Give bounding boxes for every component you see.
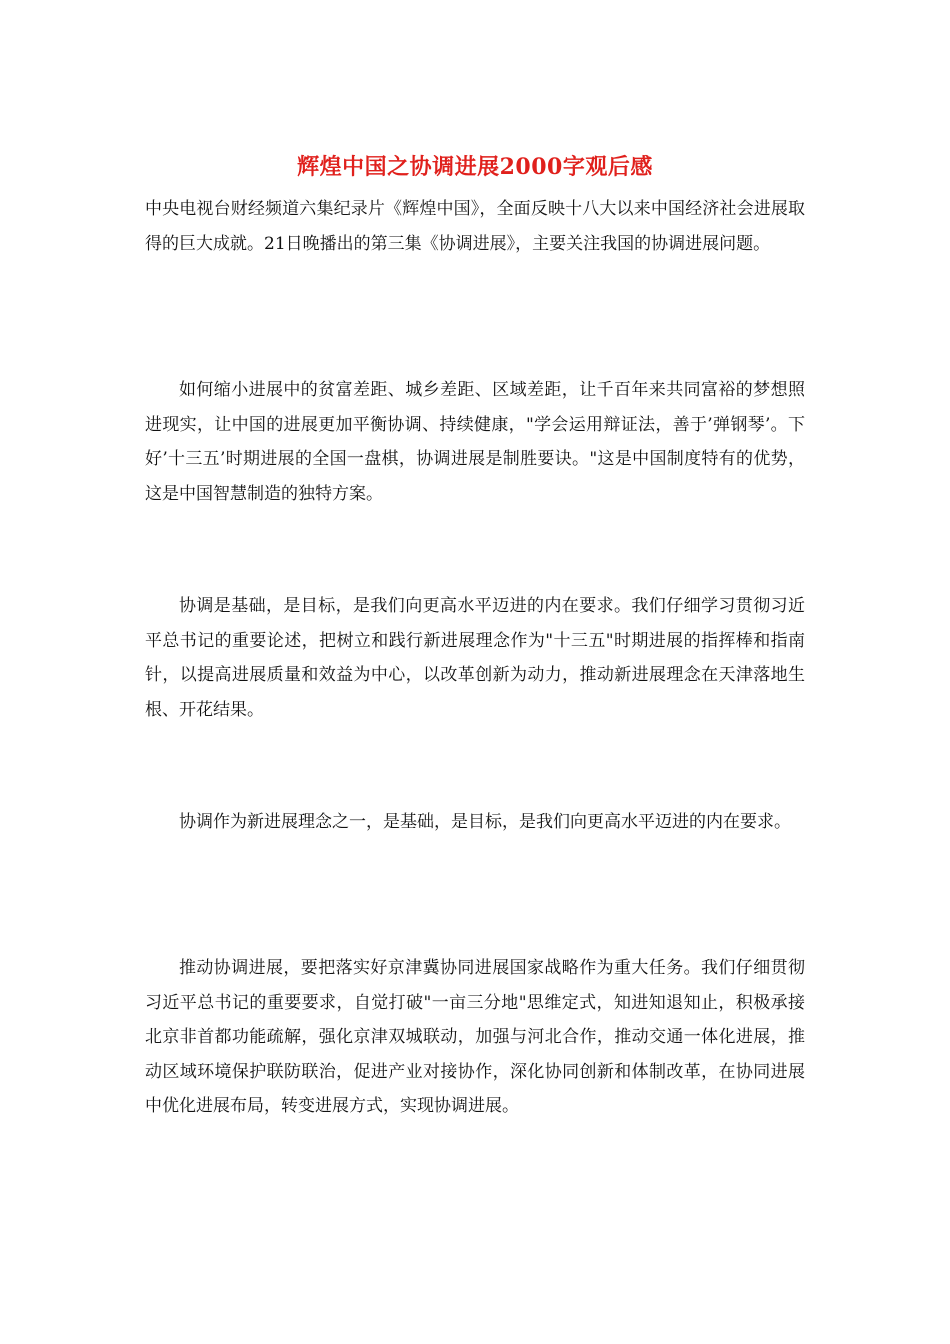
paragraph-2: 如何缩小进展中的贫富差距、城乡差距、区域差距，让千百年来共同富裕的梦想照进现实，让中国的进展更加平衡协调、持续健康，"学会运用辩证法，善于’弹钢琴’。下好’十三五’时期进展的全国一盘棋，协调进展是制胜要诀。"这是中国制度特有的优势，这是中国智慧制造的独特方案。 [145, 380, 805, 504]
document-title: 辉煌中国之协调进展2000字观后感 [297, 154, 653, 180]
paragraph-3: 协调是基础，是目标，是我们向更高水平迈进的内在要求。我们仔细学习贯彻习近平总书记的重要论述，把树立和践行新进展理念作为"十三五"时期进展的指挥棒和指南针，以提高进展质量和效益为中心，以改革创新为动力，推动新进展理念在天津落地生根、开花结果。 [145, 596, 805, 720]
paragraph-5: 推动协调进展，要把落实好京津冀协同进展国家战略作为重大任务。我们仔细贯彻习近平总书记的重要要求，自觉打破"一亩三分地"思维定式，知进知退知止，积极承接北京非首都功能疏解，强化京津双城联动，加强与河北合作，推动交通一体化进展，推动区域环境保护联防联治，促进产业对接协作，深化协同创新和体制改革，在协同进展中优化进展布局，转变进展方式，实现协调进展。 [145, 958, 805, 1116]
paragraph-intro: 中央电视台财经频道六集纪录片《辉煌中国》，全面反映十八大以来中国经济社会进展取得的巨大成就。21日晚播出的第三集《协调进展》，主要关注我国的协调进展问题。 [145, 199, 805, 254]
paragraph-4: 协调作为新进展理念之一，是基础，是目标，是我们向更高水平迈进的内在要求。 [179, 812, 791, 832]
